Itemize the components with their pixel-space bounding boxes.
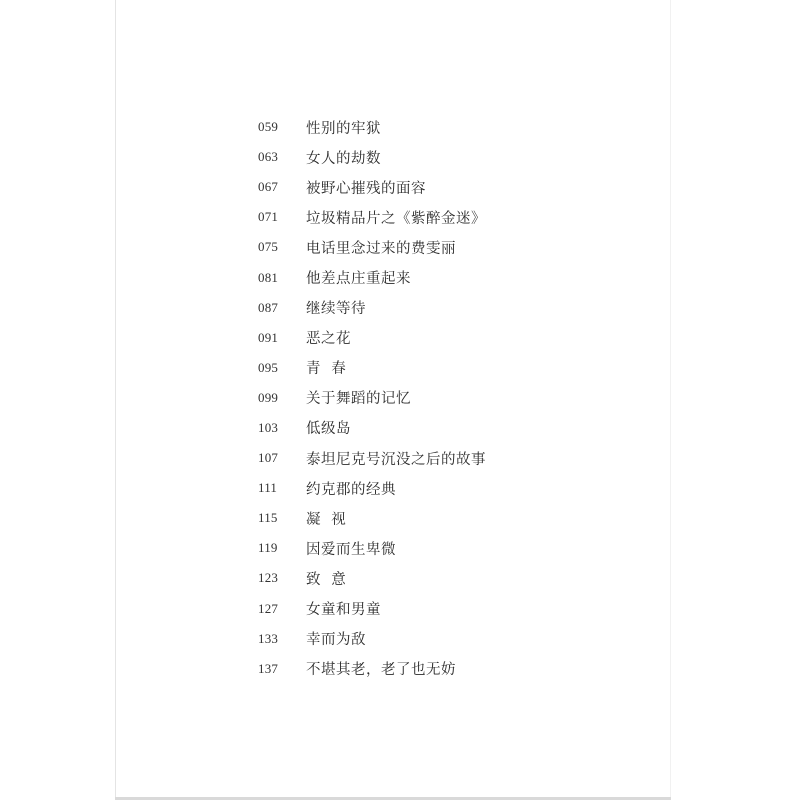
- toc-entry: [258, 594, 486, 624]
- toc-page-number: 095: [258, 359, 279, 375]
- toc-entry: [258, 654, 486, 684]
- toc-entry: [258, 202, 486, 232]
- toc-title: 垃圾精品片之《紫醉金迷》: [306, 210, 486, 227]
- toc-entry: [258, 443, 486, 473]
- toc-page-number: 119: [258, 540, 278, 556]
- toc-entry: [258, 353, 486, 383]
- toc-page-number: 075: [258, 239, 279, 255]
- toc-title: 泰坦尼克号沉没之后的故事: [306, 451, 486, 468]
- toc-entry: [258, 563, 486, 593]
- toc-page-number: 133: [258, 630, 279, 646]
- toc-page-number: 123: [258, 570, 279, 586]
- toc-title: 凝 视: [306, 511, 347, 528]
- toc-entry: [258, 533, 486, 563]
- toc-entry: [258, 232, 486, 262]
- toc-entry: [258, 503, 486, 533]
- toc-entry: [258, 323, 486, 353]
- toc-title: 他差点庄重起来: [306, 271, 411, 288]
- toc-title: 女人的劫数: [306, 150, 381, 167]
- toc-entry: [258, 172, 486, 202]
- toc-page-number: 067: [258, 179, 279, 195]
- toc-page-number: 137: [258, 660, 279, 676]
- toc-entry: [258, 383, 486, 413]
- toc-title: 低级岛: [306, 421, 351, 438]
- toc-title: 电话里念过来的费雯丽: [306, 240, 456, 257]
- toc-title: 不堪其老，老了也无妨: [306, 662, 456, 679]
- toc-title: 因爱而生卑微: [306, 541, 396, 558]
- toc-entry: [258, 413, 486, 443]
- toc-entry: [258, 112, 486, 142]
- toc-page-number: 059: [258, 119, 279, 135]
- toc-title: 约克郡的经典: [306, 481, 396, 498]
- toc-entry: [258, 262, 486, 292]
- table-of-contents: [258, 112, 486, 684]
- toc-entry: [258, 142, 486, 172]
- toc-page-number: 063: [258, 149, 279, 165]
- toc-page-number: 071: [258, 209, 279, 225]
- toc-title: 被野心摧残的面容: [306, 180, 426, 197]
- toc-title: 恶之花: [306, 331, 351, 348]
- toc-page-number: 081: [258, 269, 279, 285]
- toc-title: 关于舞蹈的记忆: [306, 391, 411, 408]
- toc-title: 性别的牢狱: [306, 120, 381, 137]
- toc-page-number: 103: [258, 419, 279, 435]
- toc-page-number: 099: [258, 389, 279, 405]
- toc-page-number: 115: [258, 510, 278, 526]
- toc-title: 致 意: [306, 571, 347, 588]
- toc-page-number: 111: [258, 480, 278, 496]
- toc-title: 女童和男童: [306, 602, 381, 619]
- toc-entry: [258, 624, 486, 654]
- toc-title: 幸而为敌: [306, 632, 366, 649]
- page-right-edge: [670, 0, 671, 800]
- toc-page-number: 107: [258, 450, 279, 466]
- toc-title: 青 春: [306, 361, 347, 378]
- toc-title: 继续等待: [306, 301, 366, 318]
- toc-page-number: 127: [258, 600, 279, 616]
- toc-page-number: 087: [258, 299, 279, 315]
- toc-entry: [258, 473, 486, 503]
- toc-entry: [258, 293, 486, 323]
- toc-page-number: 091: [258, 329, 279, 345]
